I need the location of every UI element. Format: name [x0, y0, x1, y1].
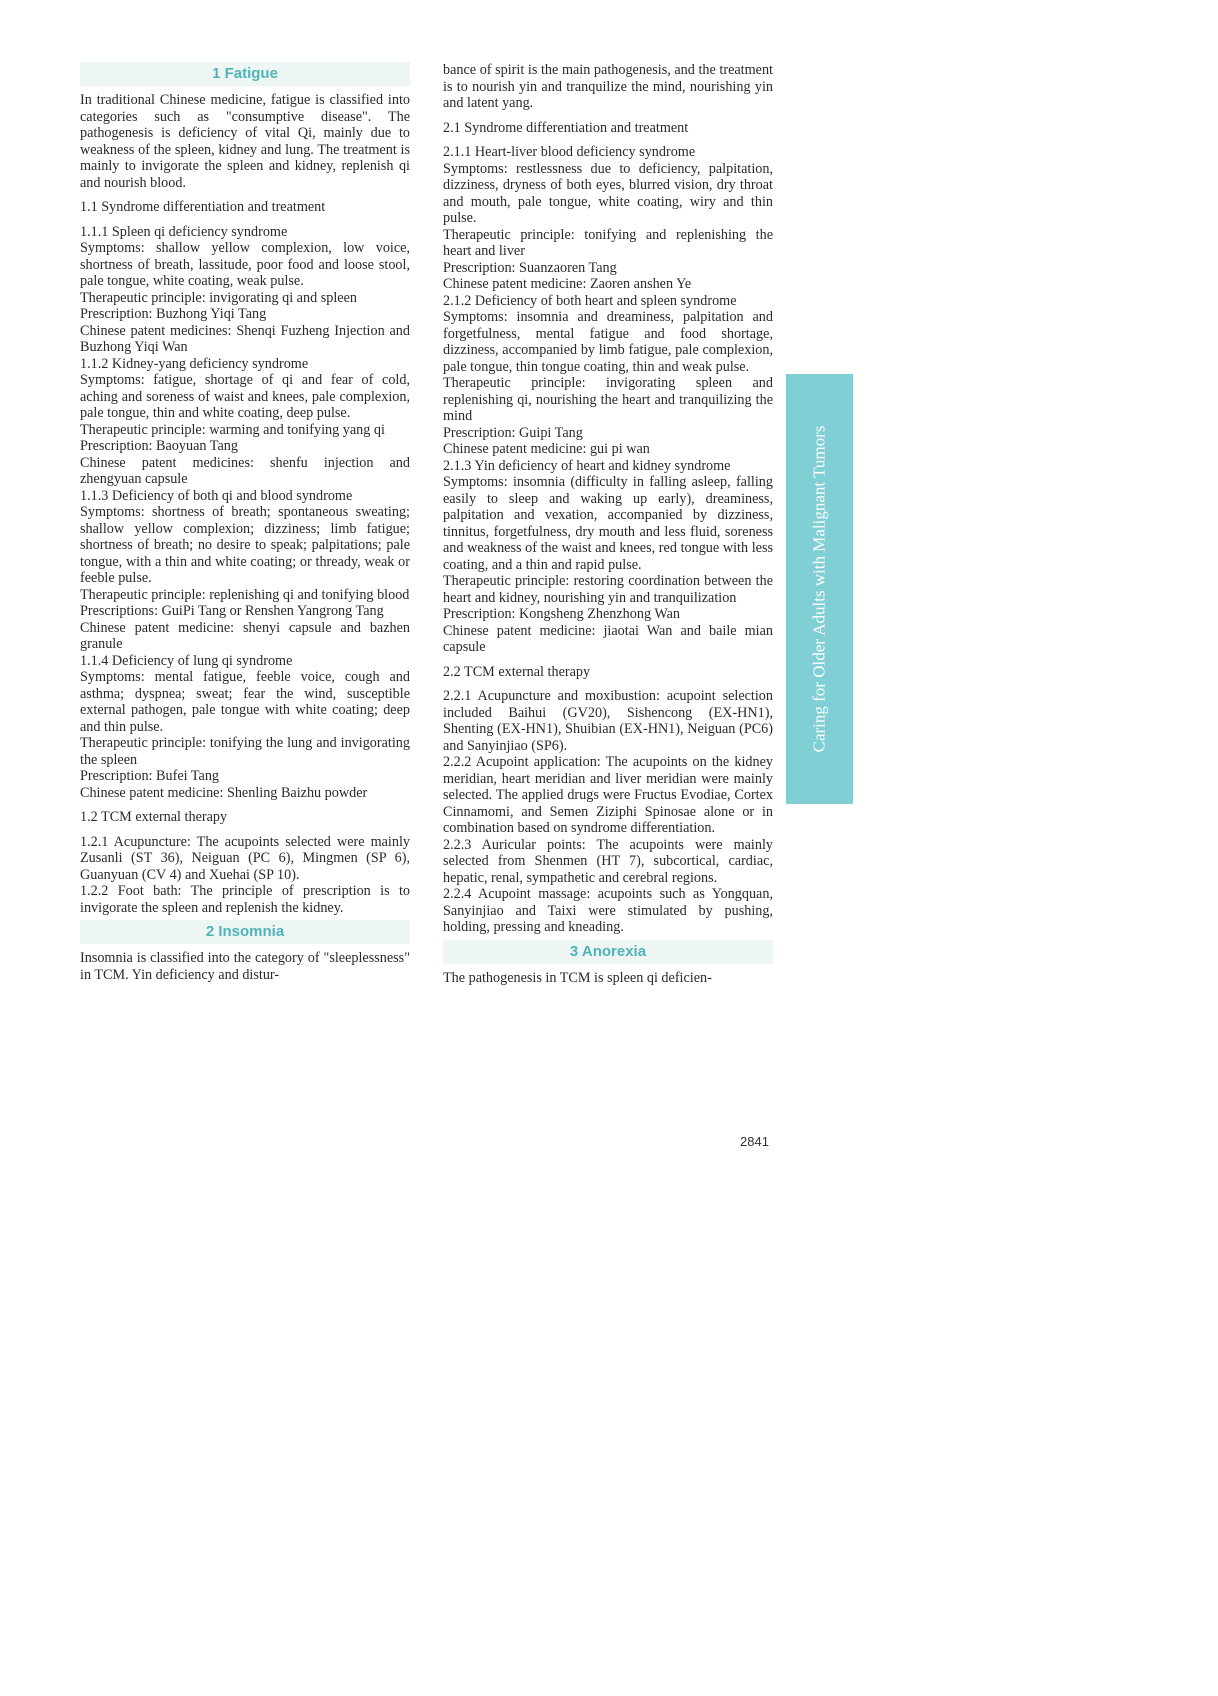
paragraph-principle: Therapeutic principle: invigorating spleen and replenishing qi, nourishing the heart and tranquilizing the mind [443, 375, 773, 424]
subheading-heart-kidney: 2.1.3 Yin deficiency of heart and kidney syndrome [443, 457, 731, 474]
paragraph-prescription: Prescription: Bufei Tang [80, 768, 220, 784]
paragraph-prescription: Prescription: Guipi Tang [443, 424, 583, 441]
paragraph-principle: Therapeutic principle: invigorating qi and spleen [80, 289, 357, 306]
fatigue-intro: In traditional Chinese medicine, fatigue is classified into categories such as "consumptive disease". The pathogenesis is deficiency of vital Qi, mainly due to weakness of the spleen, kidney and lung. The treatment is mainly to invigorate the spleen and kidney, replenish qi and nourish blood. [80, 92, 410, 191]
paragraph-patent-medicine: Chinese patent medicine: Shenling Baizhu powder [80, 784, 368, 801]
subheading-qi-blood: 1.1.3 Deficiency of both qi and blood syndrome [80, 487, 353, 504]
paragraph-symptoms: Symptoms: shallow yellow complexion, low voice, shortness of breath, lassitude, poor food and loose stool, pale tongue, white coating, weak pulse. [80, 240, 410, 289]
paragraph-principle: Therapeutic principle: warming and tonifying yang qi [80, 421, 385, 438]
paragraph-prescription: Prescription: Kongsheng Zhenzhong Wan [443, 606, 680, 622]
subheading-external-therapy: 2.2 TCM external therapy [443, 663, 591, 680]
insomnia-intro: Insomnia is classified into the category of "sleeplessness" in TCM. Yin deficiency and distur- [80, 950, 410, 983]
paragraph-acupuncture-moxibustion: 2.2.1 Acupuncture and moxibustion: acupoint selection included Baihui (GV20), Sishencong (EX-HN1), Shenting (EX-HN1), Shuibian (EX-HN1), Neiguan (PC6) and Sanyinjiao (SP6). [443, 688, 773, 754]
subheading-syndrome-treatment: 1.1 Syndrome differentiation and treatment [80, 199, 326, 215]
paragraph-prescription: Prescription: Suanzaoren Tang [443, 259, 617, 276]
paragraph-principle: Therapeutic principle: replenishing qi and tonifying blood [80, 586, 410, 603]
paragraph-symptoms: Symptoms: shortness of breath; spontaneous sweating; shallow yellow complexion; dizziness; limb fatigue; shortness of breath; no desire to speak; palpitations; pale tongue, with a thin and white coating; or thready, weak or feeble pulse. [80, 504, 410, 586]
paragraph-symptoms: Symptoms: restlessness due to deficiency, palpitation, dizziness, dryness of both eyes, blurred vision, dry throat and mouth, pale tongue, white coating, wiry and thin pulse. [443, 160, 773, 226]
paragraph-prescription: Prescription: Buzhong Yiqi Tang [80, 306, 267, 322]
paragraph-principle: Therapeutic principle: tonifying and replenishing the heart and liver [443, 226, 773, 259]
subheading-external-therapy: 1.2 TCM external therapy [80, 809, 228, 825]
subheading-spleen-qi: 1.1.1 Spleen qi deficiency syndrome [80, 223, 288, 240]
subheading-syndrome-treatment: 2.1 Syndrome differentiation and treatment [443, 119, 689, 136]
subheading-heart-liver: 2.1.1 Heart-liver blood deficiency syndrome [443, 144, 696, 160]
paragraph-acupuncture: 1.2.1 Acupuncture: The acupoints selected were mainly Zusanli (ST 36), Neiguan (PC 6), Mingmen (SP 6), Guanyuan (CV 4) and Xuehai (SP 10). [80, 833, 410, 883]
paragraph-symptoms: Symptoms: insomnia (difficulty in falling asleep, falling easily to sleep and waking up early), dreaminess, palpitation and vexation, accompanied by dizziness, tinnitus, forgetfulness, dry mouth and less fluid, soreness and weakness of the waist and knees, red tongue with less coating, and a thin and rapid pulse. [443, 474, 773, 573]
insomnia-intro-continued: bance of spirit is the main pathogenesis, and the treatment is to nourish yin and tranquilize the mind, nourishing yin and latent yang. [443, 62, 773, 111]
page-number: 2841 [740, 1134, 769, 1149]
right-column [443, 62, 773, 986]
paragraph-principle: Therapeutic principle: restoring coordination between the heart and kidney, nourishing yin and tranquilization [443, 573, 773, 606]
paragraph-patent-medicine: Chinese patent medicine: jiaotai Wan and baile mian capsule [443, 622, 773, 655]
paragraph-patent-medicine: Chinese patent medicines: shenfu injection and zhengyuan capsule [80, 454, 410, 487]
paragraph-auricular-points: 2.2.3 Auricular points: The acupoints were mainly selected from Shenmen (HT 7), subcortical, cardiac, hepatic, renal, sympathetic and cerebral regions. [443, 836, 773, 886]
anorexia-intro: The pathogenesis in TCM is spleen qi deficien- [443, 969, 712, 986]
paragraph-patent-medicine: Chinese patent medicine: gui pi wan [443, 441, 650, 457]
paragraph-symptoms: Symptoms: insomnia and dreaminess, palpitation and forgetfulness, mental fatigue and food shortage, dizziness, accompanied by limb fatigue, pale complexion, pale tongue, thin tongue coating, thin and weak pulse. [443, 309, 773, 375]
paragraph-patent-medicine: Chinese patent medicine: Zaoren anshen Ye [443, 276, 692, 292]
paragraph-foot-bath: 1.2.2 Foot bath: The principle of prescription is to invigorate the spleen and replenish the kidney. [80, 883, 410, 916]
paragraph-symptoms: Symptoms: fatigue, shortage of qi and fear of cold, aching and soreness of waist and knees, pale complexion, pale tongue, thin and white coating, deep pulse. [80, 372, 410, 421]
paragraph-symptoms: Symptoms: mental fatigue, feeble voice, cough and asthma; dyspnea; sweat; fear the wind, susceptible external pathogen, pale tongue with white coating; deep and thin pulse. [80, 669, 410, 735]
paragraph-patent-medicine: Chinese patent medicine: shenyi capsule and bazhen granule [80, 619, 410, 652]
paragraph-principle: Therapeutic principle: tonifying the lung and invigorating the spleen [80, 735, 410, 768]
paragraph-prescription: Prescriptions: GuiPi Tang or Renshen Yangrong Tang [80, 603, 384, 619]
side-tab-label: Caring for Older Adults with Malignant Tumors [809, 425, 829, 753]
subheading-heart-spleen: 2.1.2 Deficiency of both heart and spleen syndrome [443, 292, 737, 309]
paragraph-prescription: Prescription: Baoyuan Tang [80, 438, 238, 454]
left-column [80, 62, 410, 983]
paragraph-patent-medicine: Chinese patent medicines: Shenqi Fuzheng Injection and Buzhong Yiqi Wan [80, 322, 410, 355]
subheading-lung-qi: 1.1.4 Deficiency of lung qi syndrome [80, 652, 293, 669]
section-heading-fatigue: 1 Fatigue [80, 62, 410, 86]
section-heading-insomnia: 2 Insomnia [80, 920, 410, 944]
paragraph-acupoint-massage: 2.2.4 Acupoint massage: acupoints such as Yongquan, Sanyinjiao and Taixi were stimulated by pushing, holding, pressing and kneading. [443, 886, 773, 935]
side-tab [786, 374, 853, 804]
section-heading-anorexia: 3 Anorexia [443, 940, 773, 964]
paragraph-acupoint-application: 2.2.2 Acupoint application: The acupoints on the kidney meridian, heart meridian and liver meridian were mainly selected. The applied drugs were Fructus Evodiae, Cortex Cinnamomi, and Semen Ziziphi Spinosae alone or in combination based on syndrome differentiation. [443, 754, 773, 836]
subheading-kidney-yang: 1.1.2 Kidney-yang deficiency syndrome [80, 355, 309, 372]
